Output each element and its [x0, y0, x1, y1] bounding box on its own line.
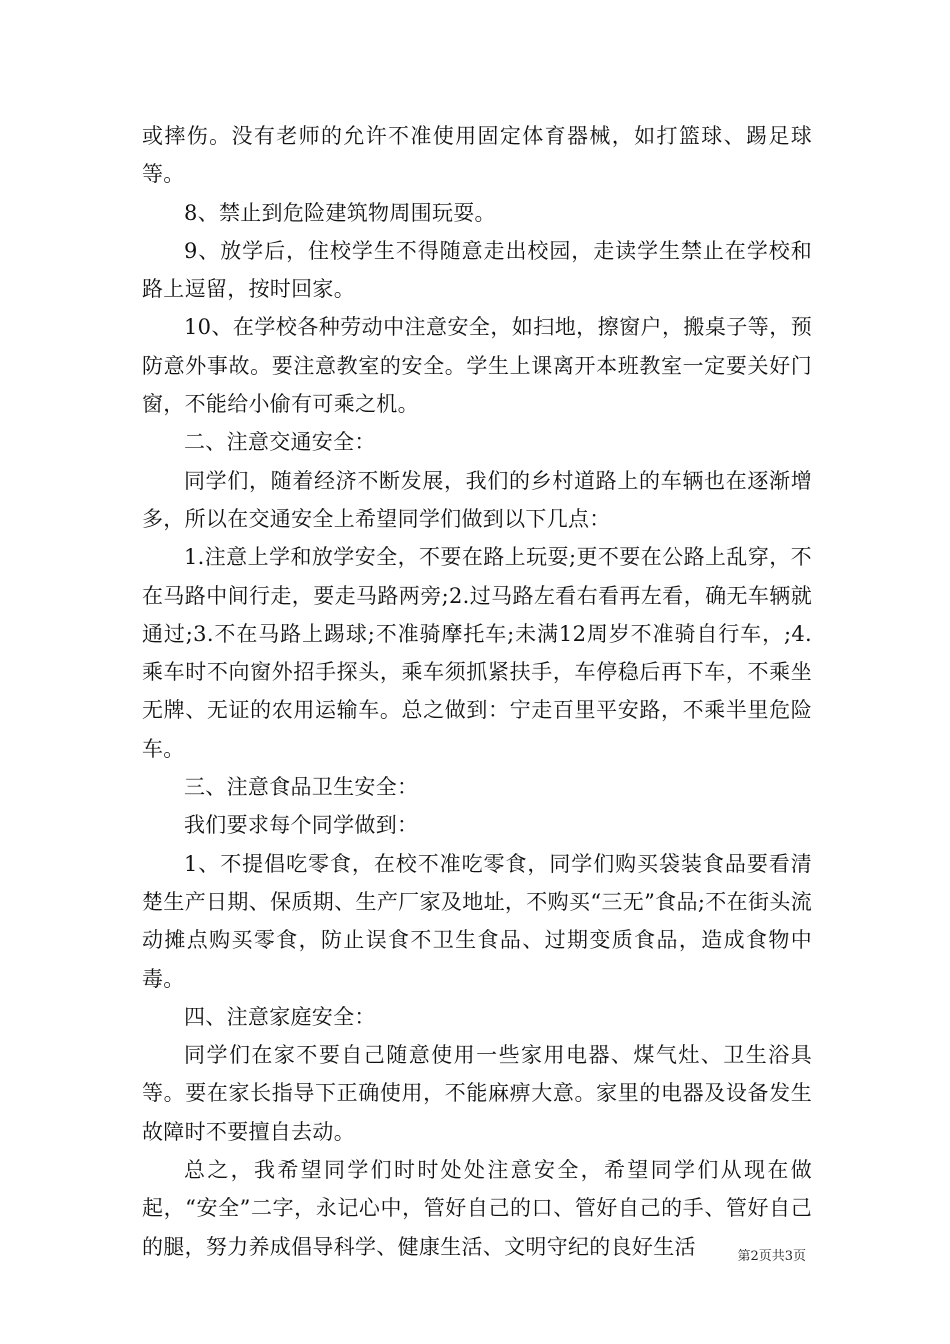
- paragraph-6: 同学们，随着经济不断发展，我们的乡村道路上的车辆也在逐渐增多，所以在交通安全上希望同学们做到以下几点：: [142, 468, 812, 531]
- paragraph-10: 1、不提倡吃零食，在校不准吃零食，同学们购买袋装食品要看清楚生产日期、保质期、生产厂家及地址，不购买“三无”食品;不在街头流动摊点购买零食，防止误食不卫生食品、过期变质食品，造成食物中毒。: [142, 851, 812, 991]
- paragraph-2: 8、禁止到危险建筑物周围玩耍。: [184, 200, 496, 225]
- paragraph-4: 10、在学校各种劳动中注意安全，如扫地，擦窗户，搬桌子等，预防意外事故。要注意教室的安全。学生上课离开本班教室一定要关好门窗，不能给小偷有可乘之机。: [142, 315, 812, 417]
- section-heading-food: 三、注意食品卫生安全：: [184, 775, 419, 800]
- section-heading-home: 四、注意家庭安全：: [184, 1004, 376, 1029]
- section-heading-traffic: 二、注意交通安全：: [184, 430, 376, 455]
- paragraph-12: 同学们在家不要自己随意使用一些家用电器、煤气灶、卫生浴具等。要在家长指导下正确使用，不能麻痹大意。家里的电器及设备发生故障时不要擅自去动。: [142, 1043, 812, 1144]
- paragraph-1: 或摔伤。没有老师的允许不准使用固定体育器械，如打篮球、踢足球等。: [142, 124, 812, 187]
- document-body: [142, 117, 812, 1266]
- paragraph-13: 总之，我希望同学们时时处处注意安全，希望同学们从现在做起，“安全”二字，永记心中，管好自己的口、管好自己的手、管好自己的腿，努力养成倡导科学、健康生活、文明守纪的良好生活: [142, 1158, 812, 1259]
- paragraph-9: 我们要求每个同学做到：: [184, 813, 419, 838]
- paragraph-7: 1.注意上学和放学安全，不要在路上玩耍;更不要在公路上乱穿，不在马路中间行走，要走马路两旁;2.过马路左看右看再左看，确无车辆就通过;3.不在马路上踢球;不准骑摩托车;未满12周岁不准骑自行车，;4.乘车时不向窗外招手探头，乘车须抓紧扶手，车停稳后再下车，不乘坐无牌、无证的农用运输车。总之做到：宁走百里平安路，不乘半里危险车。: [142, 545, 812, 761]
- paragraph-3: 9、放学后，住校学生不得随意走出校园，走读学生禁止在学校和路上逗留，按时回家。: [142, 238, 812, 302]
- page-number-footer: 第2页共3页: [737, 1249, 806, 1264]
